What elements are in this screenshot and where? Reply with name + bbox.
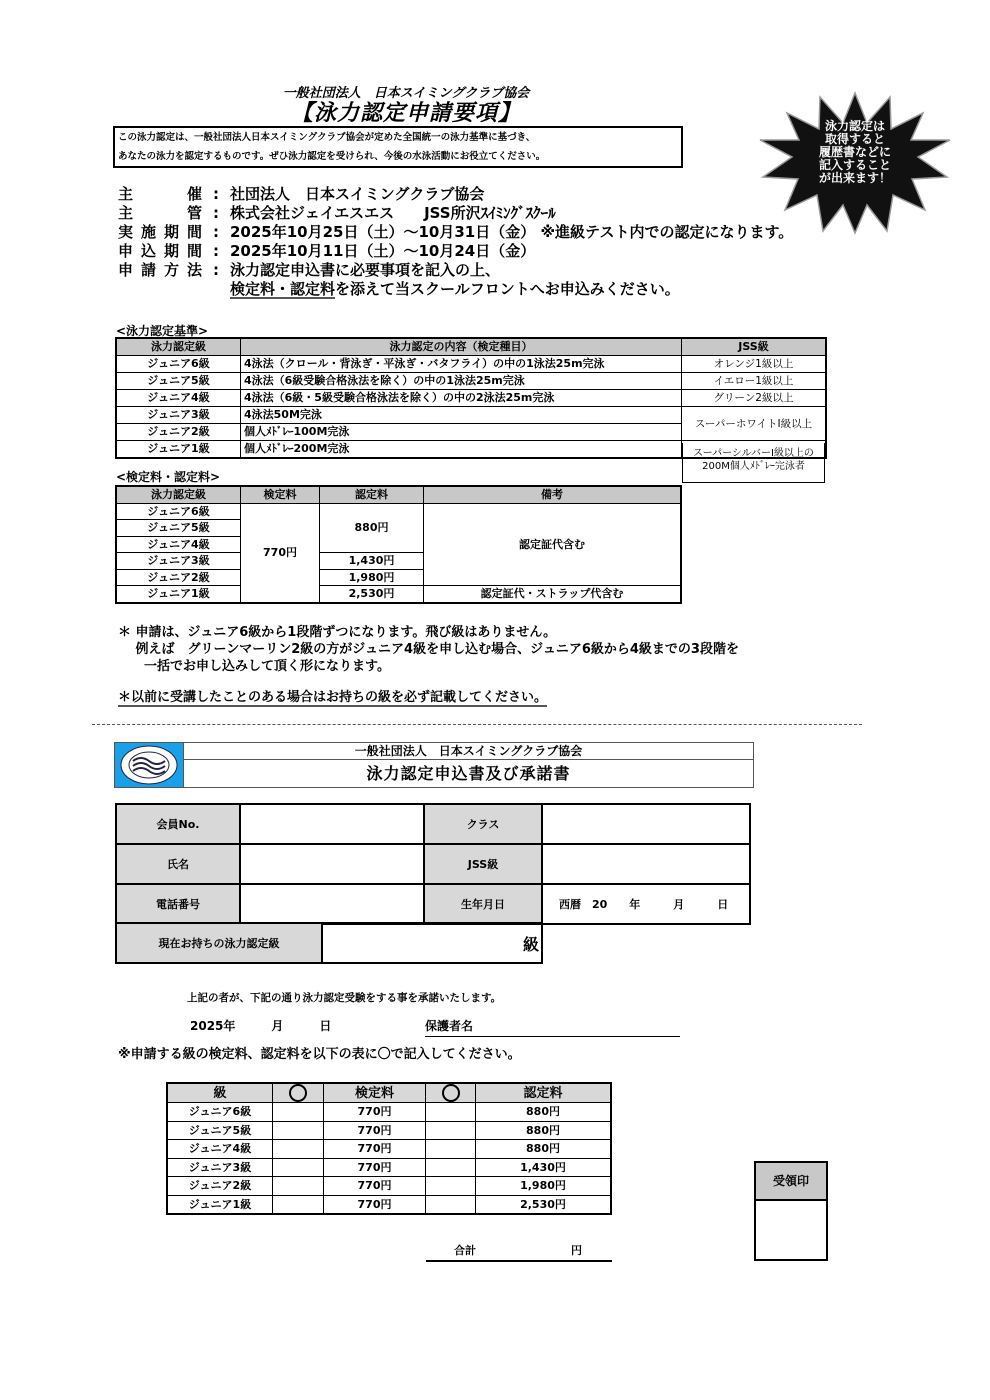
grade-cell: ジュニア1級 xyxy=(167,1195,273,1214)
grade-cell: ジュニア2級 xyxy=(116,569,241,586)
info-value: 2025年10月11日（土）～10月24日（金） xyxy=(230,242,536,260)
info-value: 社団法人 日本スイミングクラブ協会 xyxy=(230,185,485,203)
jss-cell: グリーン2級以上 xyxy=(682,390,827,407)
header-cell: 認定料 xyxy=(476,1083,612,1103)
header-circle xyxy=(426,1083,476,1103)
info-label: 実施期間 xyxy=(118,223,202,241)
jss-cell: イエロー1級以上 xyxy=(682,373,827,390)
info-underlined: 検定料・認定料 xyxy=(230,280,336,298)
exam-check-cell[interactable] xyxy=(273,1103,324,1122)
birthdate-label: 生年月日 xyxy=(424,884,542,924)
burst-line: 履歴書などに xyxy=(818,145,891,159)
form-org: 一般社団法人 日本スイミングクラブ協会 xyxy=(184,743,753,760)
grade-cell: ジュニア4級 xyxy=(116,390,241,407)
jss-cell: オレンジ1級以上 xyxy=(682,356,827,373)
org-title: 一般社団法人 日本スイミングクラブ協会 xyxy=(282,86,530,101)
grade-cell: ジュニア1級 xyxy=(116,586,241,603)
exam-fee-cell: 770円 xyxy=(324,1195,426,1214)
cert-fee-cell: 880円 xyxy=(476,1140,612,1159)
note-line: 一括でお申し込みして頂く形になります。 xyxy=(118,659,390,674)
circle-icon xyxy=(442,1084,460,1102)
phone-field[interactable] xyxy=(240,884,424,924)
table-row xyxy=(116,356,826,373)
table-row xyxy=(116,503,681,520)
header-cell: 備考 xyxy=(424,486,682,503)
current-grade-label: 現在お持ちの泳力認定級 xyxy=(116,923,322,963)
grade-cell: ジュニア5級 xyxy=(167,1121,273,1140)
content-cell: 4泳法（6級受験合格泳法を除く）の中の1泳法25m完泳 xyxy=(241,373,682,390)
cert-check-cell[interactable] xyxy=(426,1195,476,1214)
content-cell: 4泳法（クロール・背泳ぎ・平泳ぎ・バタフライ）の中の1泳法25m完泳 xyxy=(241,356,682,373)
form-row xyxy=(116,884,750,924)
table-header-row xyxy=(116,486,681,503)
birthdate-field[interactable]: 西暦 20 年 月 日 xyxy=(542,884,750,924)
info-row-host: 主 催 : 社団法人 日本スイミングクラブ協会 xyxy=(118,185,485,203)
content-cell: 個人ﾒﾄﾞﾚｰ200M完泳 xyxy=(241,441,682,459)
exam-fee-cell: 770円 xyxy=(324,1121,426,1140)
exam-check-cell[interactable] xyxy=(273,1177,324,1196)
note-cell: 認定証代含む xyxy=(424,503,682,586)
grade-cell: ジュニア3級 xyxy=(116,407,241,424)
fees-label: <検定料・認定料> xyxy=(116,470,221,484)
grade-cell: ジュニア5級 xyxy=(116,520,241,537)
grade-cell: ジュニア4級 xyxy=(116,536,241,553)
consent-text: 上記の者が、下記の通り泳力認定受験をする事を承諾いたします。 xyxy=(187,992,502,1004)
cut-line-divider xyxy=(92,724,862,725)
header-cell: 認定料 xyxy=(320,486,424,503)
exam-fee-cell: 770円 xyxy=(241,503,320,603)
form-row xyxy=(116,804,750,844)
cert-check-cell[interactable] xyxy=(426,1140,476,1159)
form-title: 泳力認定申込書及び承諾書 xyxy=(366,764,571,783)
form-row xyxy=(116,923,542,963)
exam-check-cell[interactable] xyxy=(273,1140,324,1159)
cert-check-cell[interactable] xyxy=(426,1121,476,1140)
table-header-row xyxy=(167,1083,611,1103)
applicant-table xyxy=(115,803,751,925)
intro-box xyxy=(113,126,683,168)
notes xyxy=(118,624,739,706)
receipt-stamp-box xyxy=(754,1161,828,1261)
exam-fee-cell: 770円 xyxy=(324,1140,426,1159)
current-grade-field[interactable]: 級 xyxy=(322,923,542,963)
name-field[interactable] xyxy=(240,844,424,884)
table-row xyxy=(116,407,826,424)
note-line-underlined: ＊以前に受講したことのある場合はお持ちの級を必ず記載してください。 xyxy=(118,690,548,705)
cert-check-cell[interactable] xyxy=(426,1103,476,1122)
grade-cell: ジュニア6級 xyxy=(167,1103,273,1122)
grade-cell: ジュニア2級 xyxy=(116,424,241,441)
header-cell: 級 xyxy=(167,1083,273,1103)
table-row xyxy=(167,1140,611,1159)
info-row-organizer: 主 管 : 株式会社ジェイエスエス JSS所沢ｽｲﾐﾝｸﾞｽｸｰﾙ xyxy=(118,204,556,222)
exam-fee-cell: 770円 xyxy=(324,1103,426,1122)
header-cell: 検定料 xyxy=(324,1083,426,1103)
info-label: 主 管 xyxy=(118,204,202,222)
burst-line: 泳力認定は xyxy=(824,119,885,133)
cert-fee-cell: 1,430円 xyxy=(320,553,424,570)
form-header xyxy=(114,742,754,788)
burst-line: 取得すると xyxy=(824,132,885,146)
name-label: 氏名 xyxy=(116,844,240,884)
standards-label: <泳力認定基準> xyxy=(116,324,209,338)
grade-cell: ジュニア6級 xyxy=(116,356,241,373)
starburst-text xyxy=(800,120,910,185)
table-row xyxy=(167,1103,611,1122)
guardian-name-field[interactable]: 保護者名 xyxy=(425,1017,680,1037)
page-title: 【泳力認定申請要項】 xyxy=(290,101,521,126)
info-label: 申込期間 xyxy=(118,242,202,260)
intro-line: この泳力認定は、一般社団法人日本スイミングクラブ協会が定めた全国統一の泳力基準に基づき、 xyxy=(118,132,536,143)
info-block xyxy=(118,185,793,299)
jss-grade-label: JSS級 xyxy=(424,844,542,884)
table-header-row xyxy=(116,338,826,356)
note-line: ＊ 申請は、ジュニア6級から1段階ずつになります。飛び級はありません。 xyxy=(118,625,557,640)
info-row-period: 実施期間 : 2025年10月25日（土）～10月31日（金） ※進級テスト内での認定になります。 xyxy=(118,223,794,241)
header-cell: 泳力認定の内容（検定種目） xyxy=(241,338,682,356)
class-field[interactable] xyxy=(542,804,750,844)
receipt-stamp-area[interactable] xyxy=(756,1201,826,1259)
info-rest: を添えて当スクールフロントへお申込みください。 xyxy=(335,280,680,298)
current-grade-table xyxy=(115,922,543,964)
cert-fee-cell: 1,980円 xyxy=(320,569,424,586)
content-cell: 個人ﾒﾄﾞﾚｰ100M完泳 xyxy=(241,424,682,441)
burst-line: が出来ます！ xyxy=(818,171,891,185)
cert-fee-cell: 1,430円 xyxy=(476,1158,612,1177)
jss-cell-silver: スーパーシルバーⅠ級以上の200M個人ﾒﾄﾞﾚｰ完泳者 xyxy=(682,443,825,483)
header-cell: 泳力認定級 xyxy=(116,338,241,356)
header-cell: JSS級 xyxy=(682,338,827,356)
cert-fee-cell: 880円 xyxy=(320,503,424,553)
class-label: クラス xyxy=(424,804,542,844)
instruction-text: ※申請する級の検定料、認定料を以下の表に〇で記入してください。 xyxy=(118,1047,521,1062)
grade-cell: ジュニア2級 xyxy=(167,1177,273,1196)
info-row-apply-period: 申込期間 : 2025年10月11日（土）～10月24日（金） xyxy=(118,242,536,260)
header-circle xyxy=(273,1083,324,1103)
cert-fee-cell: 880円 xyxy=(476,1103,612,1122)
grade-cell: ジュニア3級 xyxy=(167,1158,273,1177)
table-row xyxy=(116,390,826,407)
total-label: 合計 xyxy=(454,1244,476,1257)
grade-cell: ジュニア4級 xyxy=(167,1140,273,1159)
burst-line: 記入すること xyxy=(818,158,891,172)
exam-check-cell[interactable] xyxy=(273,1195,324,1214)
grade-cell: ジュニア3級 xyxy=(116,553,241,570)
info-value: 2025年10月25日（土）～10月31日（金） ※進級テスト内での認定になります。 xyxy=(230,223,794,241)
info-value: 株式会社ジェイエスエス JSS所沢ｽｲﾐﾝｸﾞｽｸｰﾙ xyxy=(230,204,556,222)
cert-check-cell[interactable] xyxy=(426,1158,476,1177)
table-row xyxy=(167,1177,611,1196)
member-no-label: 会員No. xyxy=(116,804,240,844)
form-row xyxy=(116,844,750,884)
grade-cell: ジュニア6級 xyxy=(116,503,241,520)
table-row xyxy=(167,1195,611,1214)
cert-check-cell[interactable] xyxy=(426,1177,476,1196)
cert-fee-cell: 2,530円 xyxy=(476,1195,612,1214)
cert-fee-cell: 880円 xyxy=(476,1121,612,1140)
table-row xyxy=(116,586,681,603)
table-row xyxy=(167,1158,611,1177)
jss-grade-field[interactable] xyxy=(542,844,750,884)
info-label: 主 催 xyxy=(118,185,202,203)
header-cell: 検定料 xyxy=(241,486,320,503)
exam-fee-cell: 770円 xyxy=(324,1177,426,1196)
header-cell: 泳力認定級 xyxy=(116,486,241,503)
grade-cell: ジュニア5級 xyxy=(116,373,241,390)
exam-check-cell[interactable] xyxy=(273,1158,324,1177)
grade-cell: ジュニア1級 xyxy=(116,441,241,459)
member-no-field[interactable] xyxy=(240,804,424,844)
jss-cell: スーパーホワイトⅠ級以上 xyxy=(682,407,827,441)
cert-fee-cell: 2,530円 xyxy=(320,586,424,603)
phone-label: 電話番号 xyxy=(116,884,240,924)
exam-fee-cell: 770円 xyxy=(324,1158,426,1177)
receipt-label: 受領印 xyxy=(756,1163,826,1201)
fees-table xyxy=(115,485,682,604)
info-label: 申請方法 xyxy=(118,261,202,279)
intro-line: あなたの泳力を認定するものです。ぜひ泳力認定を受けられ、今後の水泳活動にお役立てください。 xyxy=(118,151,546,162)
info-row-method-cont xyxy=(118,280,793,299)
info-value: 泳力認定申込書に必要事項を記入の上、 xyxy=(230,261,501,279)
note-cell: 認定証代・ストラップ代含む xyxy=(424,586,682,603)
content-cell: 4泳法50M完泳 xyxy=(241,407,682,424)
jsca-logo xyxy=(115,743,184,787)
cert-fee-cell: 1,980円 xyxy=(476,1177,612,1196)
content-cell: 4泳法（6級・5級受験合格泳法を除く）の中の2泳法25m完泳 xyxy=(241,390,682,407)
selection-table xyxy=(166,1082,612,1215)
table-row xyxy=(167,1121,611,1140)
circle-icon xyxy=(289,1084,307,1102)
total-field[interactable] xyxy=(426,1242,612,1262)
date-field[interactable]: 2025年 月 日 xyxy=(190,1019,332,1033)
logo-icon xyxy=(119,745,179,785)
total-unit: 円 xyxy=(571,1244,582,1257)
standards-table xyxy=(115,337,827,459)
info-row-method: 申請方法 : 泳力認定申込書に必要事項を記入の上、 xyxy=(118,261,501,279)
table-row xyxy=(116,373,826,390)
exam-check-cell[interactable] xyxy=(273,1121,324,1140)
note-line: 例えば グリーンマーリン2級の方がジュニア4級を申し込む場合、ジュニア6級から4級までの3段階を xyxy=(118,642,739,657)
